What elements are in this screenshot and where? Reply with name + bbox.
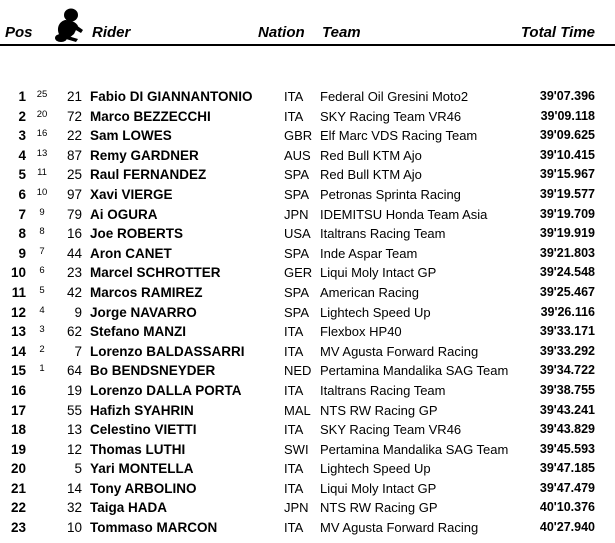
total-time-cell: 39'19.709 <box>539 206 595 221</box>
team-cell: IDEMITSU Honda Team Asia <box>320 206 488 222</box>
total-time-cell: 39'33.292 <box>539 343 595 358</box>
total-time-cell: 39'45.593 <box>539 441 595 456</box>
rider-name-cell: Taiga HADA <box>90 500 168 516</box>
position-cell: 2 <box>18 108 26 124</box>
position-cell: 7 <box>18 206 26 222</box>
rider-name-cell: Yari MONTELLA <box>90 461 194 477</box>
rider-number-cell: 97 <box>66 186 82 202</box>
team-cell: Lightech Speed Up <box>320 304 431 320</box>
rider-name-cell: Joe ROBERTS <box>90 226 184 242</box>
rider-number-cell: 10 <box>66 520 82 536</box>
points-cell: 5 <box>39 284 45 296</box>
total-time-cell: 39'25.467 <box>539 284 595 299</box>
table-row <box>0 146 615 166</box>
rider-name-cell: Tony ARBOLINO <box>90 480 197 496</box>
nation-cell: SPA <box>284 245 310 261</box>
total-time-cell: 40'27.940 <box>539 520 595 535</box>
rider-number-cell: 21 <box>66 89 82 104</box>
team-cell: Pertamina Mandalika SAG Team <box>320 441 509 457</box>
position-cell: 12 <box>10 304 26 320</box>
rider-number-cell: 13 <box>66 422 82 438</box>
rider-name-cell: Marco BEZZECCHI <box>90 108 211 124</box>
rider-name-cell: Marcos RAMIREZ <box>90 284 203 300</box>
total-time-cell: 39'43.241 <box>539 402 595 417</box>
rider-number-cell: 44 <box>66 245 82 261</box>
rider-name-cell: Fabio DI GIANNANTONIO <box>90 89 253 104</box>
total-time-cell: 39'47.185 <box>539 461 595 476</box>
team-cell: NTS RW Racing GP <box>320 500 438 516</box>
nation-cell: MAL <box>284 402 311 418</box>
nation-cell: ITA <box>284 461 304 477</box>
team-cell: SKY Racing Team VR46 <box>320 108 462 124</box>
rider-name-cell: Hafizh SYAHRIN <box>90 402 194 418</box>
position-cell: 6 <box>18 186 26 202</box>
points-cell: 6 <box>39 265 45 277</box>
team-cell: Elf Marc VDS Racing Team <box>320 128 478 144</box>
nation-cell: GBR <box>284 128 313 144</box>
nation-cell: ITA <box>284 108 304 124</box>
total-time-cell: 39'19.577 <box>539 186 595 201</box>
table-row <box>0 263 615 283</box>
team-cell: NTS RW Racing GP <box>320 402 438 418</box>
position-cell: 16 <box>10 382 26 398</box>
team-cell: Pertamina Mandalika SAG Team <box>320 363 509 379</box>
table-row <box>0 381 615 401</box>
total-time-cell: 39'15.967 <box>539 167 595 182</box>
results-header <box>0 0 615 44</box>
rider-name-cell: Xavi VIERGE <box>90 186 173 202</box>
table-row <box>0 518 615 538</box>
table-row <box>0 420 615 440</box>
team-cell: Italtrans Racing Team <box>320 382 446 398</box>
total-time-cell: 39'21.803 <box>539 245 595 260</box>
points-cell: 11 <box>37 167 47 179</box>
rider-name-cell: Aron CANET <box>90 245 172 261</box>
points-cell: 7 <box>39 245 45 257</box>
table-row <box>0 361 615 381</box>
position-cell: 14 <box>10 343 26 359</box>
points-cell: 4 <box>39 304 45 316</box>
rider-number-cell: 14 <box>66 480 82 496</box>
rider-number-cell: 19 <box>66 382 82 398</box>
position-cell: 11 <box>11 284 26 300</box>
position-cell: 20 <box>10 461 26 477</box>
rider-column-header: Rider <box>92 24 131 41</box>
rider-name-cell: Celestino VIETTI <box>90 422 197 438</box>
nation-cell: SWI <box>284 441 309 457</box>
points-cell: 13 <box>36 147 48 159</box>
rider-number-cell: 12 <box>66 441 82 457</box>
total-time-cell: 39'26.116 <box>540 304 595 319</box>
position-cell: 22 <box>10 500 26 516</box>
rider-number-cell: 16 <box>66 226 82 242</box>
rider-number-cell: 42 <box>66 284 82 300</box>
rider-name-cell: Marcel SCHROTTER <box>90 265 221 281</box>
nation-cell: ITA <box>284 422 304 438</box>
nation-cell: GER <box>284 265 313 281</box>
nation-cell: ITA <box>284 89 304 104</box>
table-row <box>0 342 615 362</box>
nation-cell: AUS <box>284 147 311 163</box>
rider-number-cell: 72 <box>66 108 82 124</box>
total-time-column-header: Total Time <box>520 24 595 41</box>
nation-cell: SPA <box>284 284 310 300</box>
rider-number-cell: 55 <box>66 402 82 418</box>
nation-cell: ITA <box>284 520 304 536</box>
position-cell: 18 <box>10 422 26 438</box>
position-cell: 21 <box>10 480 26 496</box>
table-row <box>0 303 615 323</box>
position-cell: 23 <box>10 520 26 536</box>
total-time-cell: 39'19.919 <box>539 226 595 241</box>
rider-name-cell: Lorenzo BALDASSARRI <box>90 343 245 359</box>
rider-number-cell: 87 <box>66 147 82 163</box>
table-row <box>0 401 615 421</box>
table-row <box>0 322 615 342</box>
table-row <box>0 283 615 303</box>
position-cell: 3 <box>18 128 26 144</box>
nation-cell: NED <box>284 363 312 379</box>
position-cell: 13 <box>10 324 26 340</box>
team-cell: Red Bull KTM Ajo <box>320 147 422 163</box>
rider-number-cell: 79 <box>66 206 82 222</box>
team-cell: Liqui Moly Intact GP <box>320 265 437 281</box>
points-cell: 10 <box>36 186 48 198</box>
total-time-cell: 39'09.118 <box>540 108 595 123</box>
position-cell: 17 <box>10 402 26 418</box>
position-cell: 1 <box>18 89 26 104</box>
motorcycle-rider-icon <box>52 6 86 44</box>
nation-cell: ITA <box>284 324 304 340</box>
table-row <box>0 126 615 146</box>
rider-number-cell: 64 <box>66 363 82 379</box>
points-cell: 20 <box>36 108 48 120</box>
total-time-cell: 39'09.625 <box>539 128 595 143</box>
table-row <box>0 87 615 107</box>
nation-cell: USA <box>284 226 311 242</box>
rider-number-cell: 7 <box>74 343 82 359</box>
points-cell: 8 <box>39 226 45 238</box>
position-cell: 9 <box>18 245 26 261</box>
rider-name-cell: Ai OGURA <box>90 206 158 222</box>
results-table <box>0 87 615 538</box>
nation-column-header: Nation <box>258 24 305 41</box>
points-cell: 2 <box>39 343 45 355</box>
total-time-cell: 39'07.396 <box>539 89 595 103</box>
total-time-cell: 39'33.171 <box>539 324 595 339</box>
rider-number-cell: 25 <box>66 167 82 183</box>
total-time-cell: 39'10.415 <box>539 147 595 162</box>
position-cell: 5 <box>18 167 26 183</box>
position-cell: 10 <box>10 265 26 281</box>
rider-name-cell: Remy GARDNER <box>90 147 199 163</box>
rider-name-cell: Lorenzo DALLA PORTA <box>90 382 242 398</box>
total-time-cell: 39'24.548 <box>539 265 595 280</box>
rider-name-cell: Tommaso MARCON <box>90 520 218 536</box>
table-row <box>0 185 615 205</box>
table-row <box>0 459 615 479</box>
total-time-cell: 39'43.829 <box>539 422 595 437</box>
team-cell: Liqui Moly Intact GP <box>320 480 437 496</box>
rider-name-cell: Thomas LUTHI <box>90 441 186 457</box>
team-cell: Flexbox HP40 <box>320 324 402 340</box>
table-row <box>0 244 615 264</box>
position-cell: 15 <box>10 363 26 379</box>
nation-cell: ITA <box>284 480 304 496</box>
rider-name-cell: Bo BENDSNEYDER <box>90 363 216 379</box>
header-divider <box>0 44 615 46</box>
team-cell: Federal Oil Gresini Moto2 <box>320 89 469 104</box>
team-column-header: Team <box>322 24 361 41</box>
rider-number-cell: 32 <box>66 500 82 516</box>
team-cell: Inde Aspar Team <box>320 245 418 261</box>
rider-name-cell: Sam LOWES <box>90 128 172 144</box>
team-cell: MV Agusta Forward Racing <box>320 343 479 359</box>
table-row <box>0 498 615 518</box>
nation-cell: ITA <box>284 382 304 398</box>
team-cell: SKY Racing Team VR46 <box>320 422 462 438</box>
table-row <box>0 107 615 127</box>
table-row <box>0 165 615 185</box>
rider-number-cell: 23 <box>66 265 82 281</box>
points-cell: 25 <box>36 89 48 100</box>
nation-cell: ITA <box>284 343 304 359</box>
rider-number-cell: 9 <box>74 304 82 320</box>
nation-cell: JPN <box>284 206 309 222</box>
team-cell: Petronas Sprinta Racing <box>320 186 461 202</box>
team-cell: Lightech Speed Up <box>320 461 431 477</box>
table-row <box>0 224 615 244</box>
rider-number-cell: 22 <box>66 128 82 144</box>
position-cell: 8 <box>18 226 26 242</box>
table-row <box>0 440 615 460</box>
rider-number-cell: 5 <box>74 461 82 477</box>
table-row <box>0 205 615 225</box>
rider-number-cell: 62 <box>66 324 82 340</box>
rider-name-cell: Stefano MANZI <box>90 324 186 340</box>
rider-name-cell: Jorge NAVARRO <box>90 304 197 320</box>
nation-cell: SPA <box>284 304 310 320</box>
total-time-cell: 39'34.722 <box>539 363 595 378</box>
points-cell: 3 <box>39 324 45 336</box>
position-cell: 19 <box>10 441 26 457</box>
team-cell: American Racing <box>320 284 419 300</box>
points-cell: 16 <box>36 128 48 140</box>
team-cell: MV Agusta Forward Racing <box>320 520 479 536</box>
total-time-cell: 40'10.376 <box>539 500 595 515</box>
rider-name-cell: Raul FERNANDEZ <box>90 167 207 183</box>
team-cell: Italtrans Racing Team <box>320 226 446 242</box>
total-time-cell: 39'47.479 <box>539 480 595 495</box>
total-time-cell: 39'38.755 <box>539 382 595 397</box>
pos-column-header: Pos <box>5 24 33 41</box>
points-cell: 1 <box>39 363 45 375</box>
nation-cell: SPA <box>284 167 310 183</box>
points-cell: 9 <box>39 206 45 218</box>
position-cell: 4 <box>18 147 26 163</box>
table-row <box>0 479 615 499</box>
nation-cell: SPA <box>284 186 310 202</box>
nation-cell: JPN <box>284 500 309 516</box>
team-cell: Red Bull KTM Ajo <box>320 167 422 183</box>
